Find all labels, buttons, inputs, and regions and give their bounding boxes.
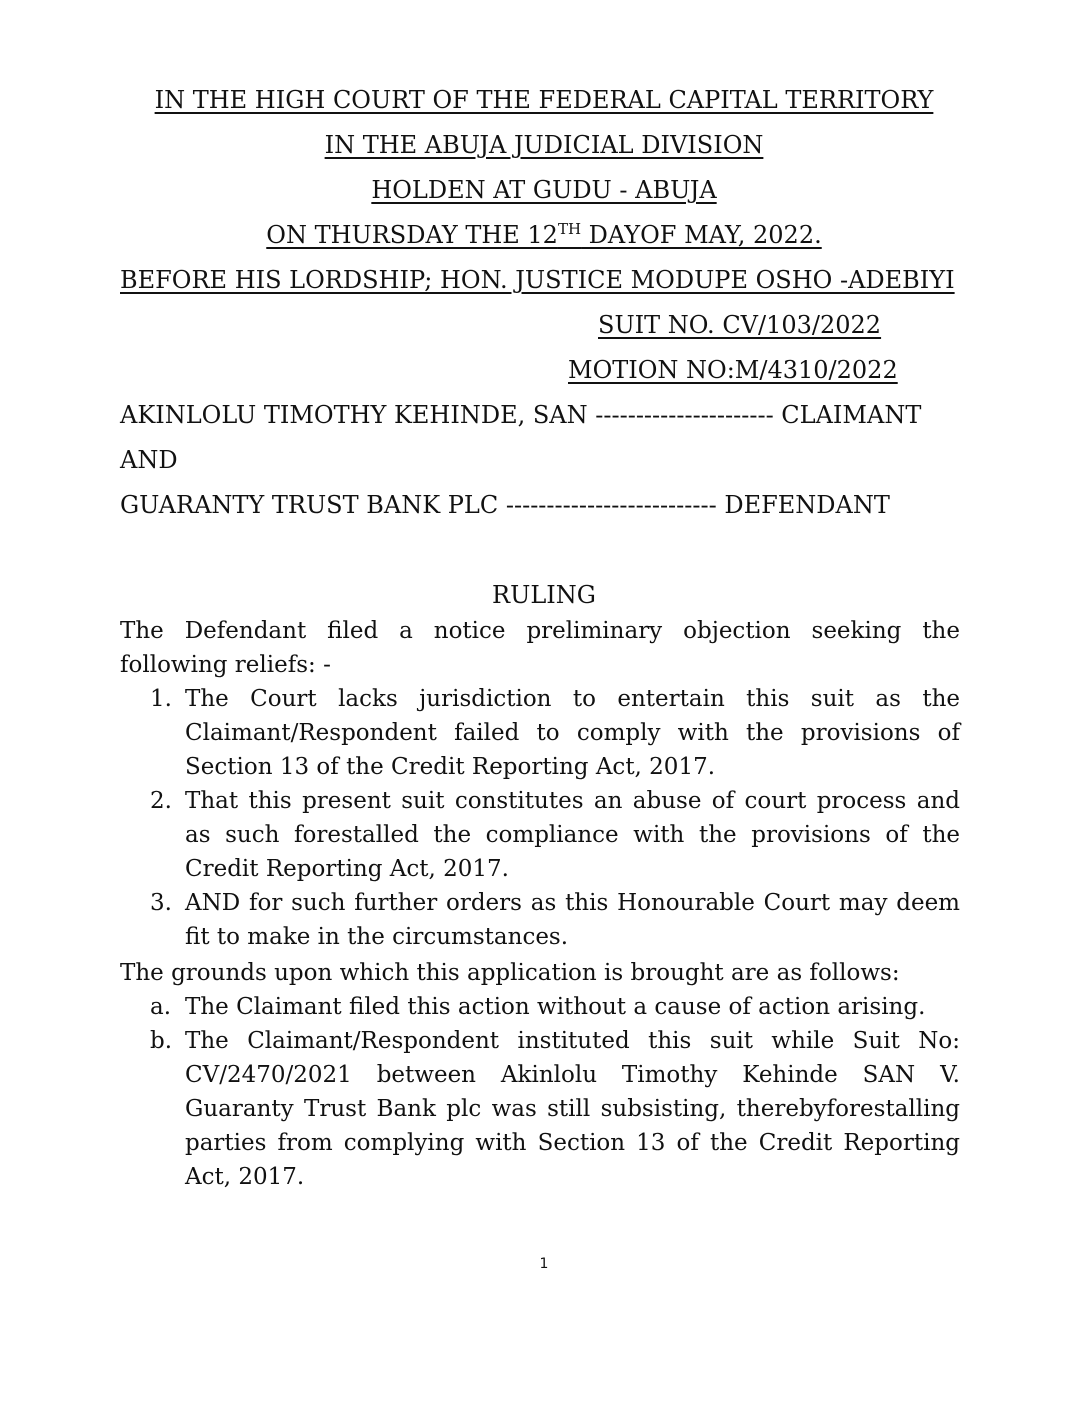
- date-suffix: DAYOF MAY, 2022.: [581, 221, 822, 249]
- list-item: [120, 886, 960, 954]
- and-line: AND: [120, 446, 178, 474]
- ruling-heading: RULING: [492, 581, 596, 609]
- division-title: IN THE ABUJA JUDICIAL DIVISION: [324, 131, 764, 159]
- grounds-intro: The grounds upon which this application is brought are as follows:: [120, 960, 900, 986]
- suit-number: SUIT NO. CV/103/2022: [598, 311, 882, 339]
- list-item: [120, 682, 960, 784]
- list-item-text: The Claimant filed this action without a cause of action arising.: [185, 994, 926, 1020]
- page-number: 1: [539, 1256, 549, 1272]
- list-item: [120, 1024, 960, 1194]
- date-line: [0, 220, 1088, 250]
- list-marker: 1.: [150, 686, 172, 712]
- list-marker: b.: [150, 1028, 173, 1054]
- motion-number: MOTION NO:M/4310/2022: [568, 356, 898, 384]
- date-superscript: TH: [557, 220, 582, 238]
- list-marker: 2.: [150, 788, 172, 814]
- court-title: IN THE HIGH COURT OF THE FEDERAL CAPITAL TERRITORY: [154, 86, 934, 114]
- list-marker: a.: [150, 994, 172, 1020]
- list-item-text: That this present suit constitutes an abuse of court process and as such forestalled the compliance with the provisions of the Credit Reporting Act, 2017.: [185, 788, 960, 882]
- list-item-text: The Claimant/Respondent instituted this suit while Suit No: CV/2470/2021 between Akinlolu Timothy Kehinde SAN V. Guaranty Trust Bank plc was still subsisting, therebyforestalling parties from complying with Section 13 of the Credit Reporting Act, 2017.: [185, 1028, 960, 1190]
- intro-paragraph: The Defendant filed a notice preliminary objection seeking the following reliefs: -: [120, 618, 960, 678]
- date-prefix: ON THURSDAY THE 12: [266, 221, 558, 249]
- reliefs-list: [120, 682, 960, 954]
- judge-line: BEFORE HIS LORDSHIP; HON. JUSTICE MODUPE OSHO -ADEBIYI: [120, 266, 955, 294]
- list-item-text: AND for such further orders as this Honourable Court may deem fit to make in the circumstances.: [185, 890, 960, 950]
- grounds-list: [120, 990, 960, 1194]
- list-marker: 3.: [150, 890, 172, 916]
- list-item-text: The Court lacks jurisdiction to entertain this suit as the Claimant/Respondent failed to comply with the provisions of Section 13 of the Credit Reporting Act, 2017.: [185, 686, 960, 780]
- list-item: [120, 990, 960, 1024]
- holden-line: HOLDEN AT GUDU - ABUJA: [371, 176, 717, 204]
- defendant-line: GUARANTY TRUST BANK PLC -------------------------- DEFENDANT: [120, 491, 890, 519]
- claimant-line: AKINLOLU TIMOTHY KEHINDE, SAN ---------------------- CLAIMANT: [120, 401, 922, 429]
- list-item: [120, 784, 960, 886]
